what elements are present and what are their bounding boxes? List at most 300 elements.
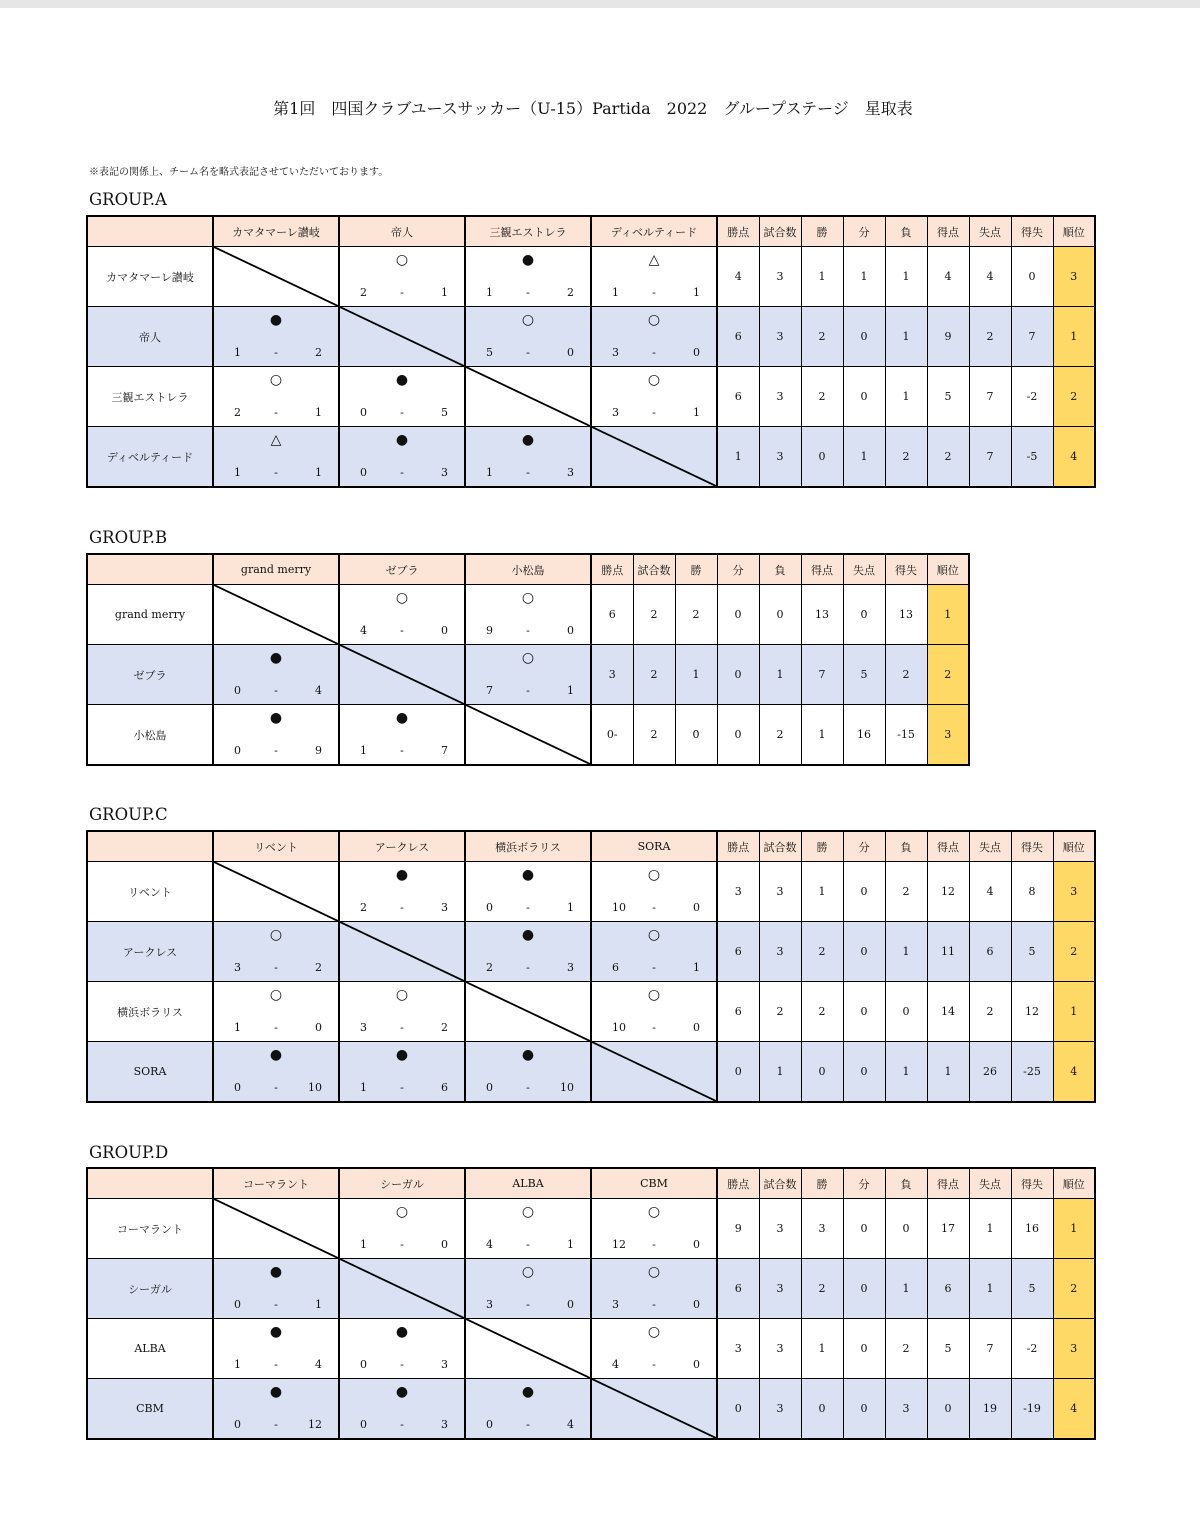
goals-against: 0 [693,1298,700,1311]
group-title-d: GROUP.D [89,1143,169,1162]
goals-against: 0 [693,346,700,359]
score-dash: - [526,1081,530,1094]
self-match-cell [339,922,465,982]
matches-played-value: 3 [759,427,801,488]
diagonal-line [466,1319,590,1378]
stat-header: 順位 [1053,1168,1095,1199]
stat-header: 分 [843,1168,885,1199]
wins-value: 0 [801,1379,843,1440]
match-result-cell [591,1199,717,1259]
result-symbol: ○ [395,252,409,268]
result-symbol: ○ [269,372,283,388]
score-dash: - [274,406,278,419]
goals-against-total-value: 2 [969,307,1011,367]
team-name: 横浜ボラリス [87,982,213,1042]
goals-against-total-value: 4 [969,247,1011,307]
result-symbol: ○ [521,1264,535,1280]
goal-difference-value: -15 [885,705,927,766]
draws-value: 0 [843,1259,885,1319]
goals-for: 1 [360,1238,367,1251]
goals-for-total-value: 1 [801,705,843,766]
goal-difference-value: 5 [1011,1259,1053,1319]
wins-value: 1 [675,645,717,705]
match-result-cell [465,307,591,367]
matches-played-value: 1 [759,1042,801,1103]
match-result-cell [591,247,717,307]
goals-against-total-value: 2 [969,982,1011,1042]
goals-against-total-value: 16 [843,705,885,766]
opponent-header: シーガル [339,1168,465,1199]
points-value: 3 [717,1319,759,1379]
goals-for: 1 [486,466,493,479]
goals-for: 2 [360,901,367,914]
goals-for: 1 [234,346,241,359]
goals-against: 1 [567,901,574,914]
score-dash: - [274,684,278,697]
score-dash: - [274,1021,278,1034]
match-result-cell [591,367,717,427]
goal-difference-value: -19 [1011,1379,1053,1440]
diagonal-line [214,862,338,921]
goals-against-total-value: 7 [969,367,1011,427]
match-result-cell [339,1042,465,1103]
opponent-header: アークレス [339,831,465,862]
self-match-cell [591,1042,717,1103]
matches-played-value: 2 [633,645,675,705]
draws-value: 0 [717,705,759,766]
stat-header: 得点 [801,554,843,585]
losses-value: 1 [885,1259,927,1319]
group-title-a: GROUP.A [89,190,167,209]
score-dash: - [652,406,656,419]
standings-table-d [86,1167,1096,1440]
diagonal-line [466,367,590,426]
goals-against: 0 [441,1238,448,1251]
goal-difference-value: 5 [1011,922,1053,982]
wins-value: 2 [801,1259,843,1319]
goals-for-total-value: 17 [927,1199,969,1259]
self-match-cell [339,1259,465,1319]
match-result-cell [465,247,591,307]
goals-for: 3 [234,961,241,974]
draws-value: 0 [843,1199,885,1259]
goals-against: 1 [315,406,322,419]
goals-for: 0 [360,1418,367,1431]
goal-difference-value: 0 [1011,247,1053,307]
goal-difference-value: 16 [1011,1199,1053,1259]
diagonal-line [340,307,464,366]
opponent-header: SORA [591,831,717,862]
goals-against: 10 [308,1081,322,1094]
result-symbol: ○ [521,1204,535,1220]
result-symbol: ● [269,1264,283,1280]
match-result-cell [213,1259,339,1319]
matches-played-value: 3 [759,367,801,427]
match-result-cell [339,367,465,427]
standings-table-c [86,830,1096,1103]
result-symbol: ○ [521,312,535,328]
result-symbol: ● [395,867,409,883]
diagonal-line [466,705,590,764]
goals-against: 4 [315,684,322,697]
draws-value: 0 [843,1042,885,1103]
match-result-cell [465,1042,591,1103]
matches-played-value: 2 [759,982,801,1042]
goals-for: 3 [486,1298,493,1311]
goals-against-total-value: 7 [969,1319,1011,1379]
stat-header: 得失 [1011,216,1053,247]
stat-header: 分 [843,831,885,862]
goals-against-total-value: 26 [969,1042,1011,1103]
result-symbol: ○ [647,312,661,328]
team-row [87,1042,1095,1103]
goals-against-total-value: 5 [843,645,885,705]
goals-for-total-value: 1 [927,1042,969,1103]
goals-against: 3 [441,1418,448,1431]
goal-difference-value: 2 [885,645,927,705]
goals-against: 3 [441,901,448,914]
opponent-header: リベント [213,831,339,862]
goals-against: 2 [315,346,322,359]
result-symbol: ● [269,1324,283,1340]
opponent-header: ディベルティード [591,216,717,247]
goals-against: 0 [693,1358,700,1371]
goals-for: 1 [234,466,241,479]
score-dash: - [526,346,530,359]
result-symbol: ● [521,1047,535,1063]
stat-header: 勝点 [717,216,759,247]
goals-for-total-value: 4 [927,247,969,307]
score-dash: - [400,901,404,914]
matches-played-value: 2 [633,705,675,766]
result-symbol: ● [521,927,535,943]
matches-played-value: 3 [759,1319,801,1379]
goals-against: 0 [693,1238,700,1251]
score-dash: - [400,466,404,479]
score-dash: - [274,961,278,974]
goals-for: 2 [360,286,367,299]
self-match-cell [213,247,339,307]
goals-for-total-value: 5 [927,1319,969,1379]
opponent-header: 三観エストレラ [465,216,591,247]
opponent-header: コーマラント [213,1168,339,1199]
result-symbol: ● [395,432,409,448]
match-result-cell [591,982,717,1042]
losses-value: 0 [759,585,801,645]
matches-played-value: 3 [759,307,801,367]
opponent-header: 横浜ボラリス [465,831,591,862]
points-value: 0 [717,1042,759,1103]
goals-against: 2 [567,286,574,299]
score-dash: - [526,1418,530,1431]
points-value: 6 [717,367,759,427]
stat-header: 負 [885,216,927,247]
match-result-cell [591,862,717,922]
goals-against: 2 [441,1021,448,1034]
result-symbol: ● [269,1384,283,1400]
rank-value: 3 [927,705,969,766]
result-symbol: ○ [395,590,409,606]
goals-against: 3 [441,466,448,479]
match-result-cell [213,922,339,982]
standings-table-a [86,215,1096,488]
goals-for: 4 [612,1358,619,1371]
goals-for: 0 [486,1081,493,1094]
matches-played-value: 2 [633,585,675,645]
goals-against: 0 [567,624,574,637]
diagonal-line [340,645,464,704]
score-dash: - [274,1298,278,1311]
points-value: 6 [717,1259,759,1319]
points-value: 9 [717,1199,759,1259]
losses-value: 0 [885,1199,927,1259]
goals-for-total-value: 12 [927,862,969,922]
goals-for: 7 [486,684,493,697]
matches-played-value: 3 [759,1259,801,1319]
goals-for-total-value: 9 [927,307,969,367]
goals-against: 0 [441,624,448,637]
score-dash: - [526,1238,530,1251]
header-row [87,554,969,585]
team-name: ALBA [87,1319,213,1379]
goals-for: 0 [234,744,241,757]
match-result-cell [465,922,591,982]
diagonal-line [340,1259,464,1318]
matches-played-value: 3 [759,922,801,982]
goals-for: 9 [486,624,493,637]
goals-against: 0 [315,1021,322,1034]
result-symbol: ○ [395,1204,409,1220]
goals-for: 5 [486,346,493,359]
losses-value: 2 [885,427,927,488]
stat-header: 失点 [969,216,1011,247]
matches-played-value: 3 [759,1199,801,1259]
points-value: 6 [717,307,759,367]
rank-value: 4 [1053,427,1095,488]
score-dash: - [652,1298,656,1311]
stat-header: 勝 [675,554,717,585]
team-row [87,862,1095,922]
stat-header: 試合数 [633,554,675,585]
team-name: ゼブラ [87,645,213,705]
matches-played-value: 3 [759,1379,801,1440]
goal-difference-value: 12 [1011,982,1053,1042]
stat-header: 勝 [801,831,843,862]
goals-for: 10 [612,1021,626,1034]
wins-value: 2 [801,982,843,1042]
rank-value: 2 [1053,922,1095,982]
stat-header: 勝点 [717,831,759,862]
score-dash: - [652,1358,656,1371]
match-result-cell [339,1199,465,1259]
score-dash: - [274,1358,278,1371]
score-dash: - [526,624,530,637]
team-row [87,1379,1095,1440]
stat-header: 得点 [927,831,969,862]
draws-value: 0 [843,307,885,367]
diagonal-line [340,922,464,981]
match-result-cell [465,585,591,645]
goals-against-total-value: 0 [843,585,885,645]
wins-value: 0 [675,705,717,766]
stat-header: 得失 [885,554,927,585]
header-row [87,216,1095,247]
stat-header: 負 [885,1168,927,1199]
team-row [87,427,1095,488]
diagonal-line [214,585,338,644]
points-value: 4 [717,247,759,307]
score-dash: - [526,961,530,974]
self-match-cell [591,1379,717,1440]
team-name: シーガル [87,1259,213,1319]
goals-against: 1 [315,466,322,479]
match-result-cell [465,1379,591,1440]
result-symbol: ○ [395,987,409,1003]
team-name: ディベルティード [87,427,213,488]
goals-for: 12 [612,1238,626,1251]
goals-for: 0 [234,1418,241,1431]
stat-header: 勝点 [591,554,633,585]
wins-value: 2 [675,585,717,645]
points-value: 1 [717,427,759,488]
team-name: 小松島 [87,705,213,766]
stat-header: 失点 [969,1168,1011,1199]
draws-value: 1 [843,247,885,307]
match-result-cell [339,427,465,488]
stat-header: 順位 [927,554,969,585]
stat-header: 勝 [801,1168,843,1199]
team-name: grand merry [87,585,213,645]
goals-for: 1 [360,1081,367,1094]
goals-against: 3 [441,1358,448,1371]
points-value: 0 [717,1379,759,1440]
team-name: アークレス [87,922,213,982]
match-result-cell [339,705,465,766]
result-symbol: ○ [647,927,661,943]
goals-against: 5 [441,406,448,419]
opponent-header: CBM [591,1168,717,1199]
self-match-cell [465,705,591,766]
draws-value: 0 [843,1319,885,1379]
draws-value: 0 [717,645,759,705]
score-dash: - [652,1021,656,1034]
match-result-cell [465,427,591,488]
stat-header: 試合数 [759,831,801,862]
self-match-cell [591,427,717,488]
goals-against: 0 [693,901,700,914]
result-symbol: ○ [647,867,661,883]
losses-value: 1 [885,922,927,982]
result-symbol: ● [269,710,283,726]
opponent-header: カマタマーレ讃岐 [213,216,339,247]
losses-value: 3 [885,1379,927,1440]
losses-value: 2 [885,1319,927,1379]
goals-for: 4 [360,624,367,637]
goals-against: 4 [567,1418,574,1431]
stat-header: 勝点 [717,1168,759,1199]
result-symbol: △ [270,432,282,448]
header-corner [87,831,213,862]
goal-difference-value: 8 [1011,862,1053,922]
page-title: 第1回 四国クラブユースサッカー（U-15）Partida 2022 グループステージ 星取表 [273,99,913,118]
goals-for: 2 [486,961,493,974]
match-result-cell [213,1042,339,1103]
goals-against-total-value: 7 [969,427,1011,488]
team-name: リベント [87,862,213,922]
wins-value: 2 [801,367,843,427]
goals-for-total-value: 6 [927,1259,969,1319]
stat-header: 得失 [1011,831,1053,862]
matches-played-value: 3 [759,247,801,307]
goals-against: 6 [441,1081,448,1094]
stat-header: 分 [843,216,885,247]
score-dash: - [652,901,656,914]
match-result-cell [465,645,591,705]
stat-header: 分 [717,554,759,585]
score-dash: - [400,1238,404,1251]
score-dash: - [400,406,404,419]
goals-for: 0 [486,901,493,914]
team-row [87,585,969,645]
goals-for: 1 [612,286,619,299]
team-row [87,922,1095,982]
result-symbol: ● [395,372,409,388]
draws-value: 0 [843,922,885,982]
match-result-cell [465,1259,591,1319]
diagonal-line [466,982,590,1041]
score-dash: - [400,624,404,637]
rank-value: 2 [1053,367,1095,427]
losses-value: 2 [759,705,801,766]
result-symbol: ● [395,1047,409,1063]
result-symbol: ● [521,867,535,883]
draws-value: 0 [843,982,885,1042]
team-name: 三観エストレラ [87,367,213,427]
goals-for-total-value: 2 [927,427,969,488]
rank-value: 1 [1053,1199,1095,1259]
match-result-cell [591,307,717,367]
points-value: 6 [717,922,759,982]
goals-for: 0 [360,406,367,419]
score-dash: - [652,1238,656,1251]
goals-for: 4 [486,1238,493,1251]
team-name: カマタマーレ讃岐 [87,247,213,307]
team-name: 帝人 [87,307,213,367]
score-dash: - [526,466,530,479]
goals-for-total-value: 5 [927,367,969,427]
score-dash: - [652,346,656,359]
match-result-cell [213,982,339,1042]
goals-for-total-value: 11 [927,922,969,982]
team-name: SORA [87,1042,213,1103]
goals-against: 1 [315,1298,322,1311]
result-symbol: ○ [647,987,661,1003]
wins-value: 2 [801,307,843,367]
losses-value: 2 [885,862,927,922]
stat-header: 順位 [1053,831,1095,862]
match-result-cell [591,1259,717,1319]
result-symbol: △ [648,252,660,268]
diagonal-line [592,427,716,486]
score-dash: - [526,684,530,697]
goals-against-total-value: 1 [969,1259,1011,1319]
result-symbol: ○ [647,1324,661,1340]
match-result-cell [213,1319,339,1379]
rank-value: 2 [927,645,969,705]
goals-against: 0 [567,346,574,359]
self-match-cell [213,862,339,922]
draws-value: 0 [717,585,759,645]
